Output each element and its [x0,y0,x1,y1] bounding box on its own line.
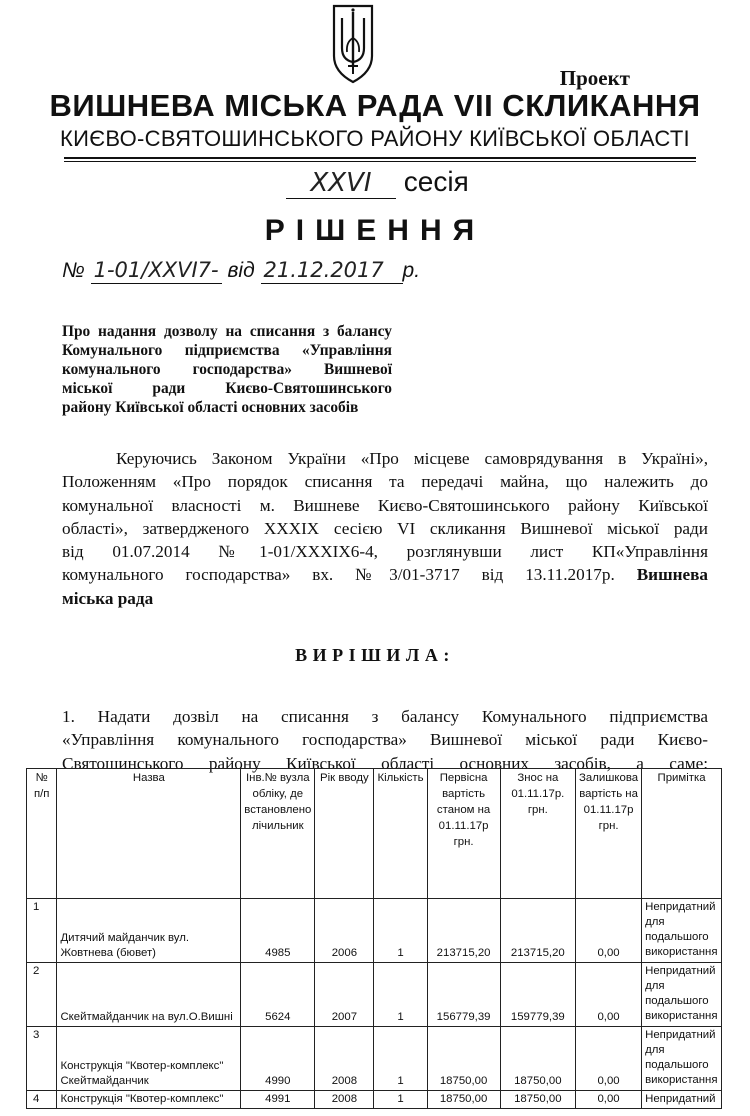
row-idx: 1 [27,899,57,963]
col-header-residual: Залишкова вартість на 01.11.17р грн. [576,769,642,899]
header-rule-thin [64,161,696,162]
row-name-line: Жовтнева (бювет) [60,947,156,959]
row-idx: 3 [27,1027,57,1091]
session-number-field [286,166,396,199]
preamble-line: від 01.07.2014 №1-01/XXXIX6-4, розглянувши лист КП«Управління [62,542,708,562]
col-header-name: Назва [57,769,241,899]
row-qty: 1 [374,899,427,963]
row-depr: 159779,39 [500,963,575,1027]
row-note: Непридатний [642,1091,722,1109]
row-residual: 0,00 [576,1091,642,1109]
preamble-line: області», затвердженого XXXIX сесією VI скликання Вишневої міської ради [62,518,708,538]
draft-label: Проект [559,66,630,90]
session-line [286,166,469,199]
preamble-line: Положенням «Про порядок списання та передачі майна, що належить до [62,472,708,492]
item-1-line: 1. Надати дозвіл на списання з балансу Комунального підприємства [62,707,708,726]
subject-line: міської ради Києво-Святошинського [62,380,392,397]
coat-of-arms-icon [330,2,376,84]
row-name-line: Конструкція "Квотер-комплекс" [60,1060,224,1072]
row-depr: 213715,20 [500,899,575,963]
row-note: Непридатний для подальшого використання [642,899,722,963]
number-prefix: № [62,259,85,282]
row-name-line: Скейтмайданчик [60,1075,149,1087]
decision-number-field [91,258,222,284]
item-1-paragraph [62,705,708,775]
row-note: Непридатний для подальшого використання [642,1027,722,1091]
col-header-inv: Інв.№ вузла обліку, де встановлено лічильник [241,769,315,899]
row-initial: 18750,00 [427,1027,500,1091]
subject-line: Про надання дозволу на списання з балансу [62,323,392,340]
subject-line: району Київської області основних засобів [62,399,359,416]
header-rule [64,157,696,159]
council-bold-tail-2: міська рада [62,588,154,608]
date-prefix: від [227,259,255,282]
row-idx: 4 [27,1091,57,1109]
table-row [27,1027,722,1091]
col-header-note: Примітка [642,769,722,899]
session-label: сесія [403,166,469,197]
row-inv: 4985 [241,899,315,963]
col-header-initial: Первісна вартість станом на 01.11.17р грн. [427,769,500,899]
row-residual: 0,00 [576,963,642,1027]
preamble-line [62,587,708,610]
col-header-year: Рік вводу [315,769,374,899]
preamble-paragraph [62,447,708,610]
item-1-line: «Управління комунального господарства» Вишневої міської ради Києво- [62,730,708,750]
resolved-heading: ВИРІШИЛА: [295,645,455,665]
decision-title: РІШЕННЯ [264,214,486,247]
decision-date-field [261,258,403,284]
row-initial: 156779,39 [427,963,500,1027]
row-qty: 1 [374,1027,427,1091]
row-name [57,963,241,1027]
row-residual: 0,00 [576,1027,642,1091]
row-initial: 18750,00 [427,1091,500,1109]
decision-subject [62,322,392,417]
subject-line: комунального господарства» Вишневої [62,361,392,378]
table-header-row [27,769,722,899]
row-year: 2006 [315,899,374,963]
row-qty: 1 [374,963,427,1027]
subject-line: Комунального підприємства «Управління [62,342,392,359]
row-name [57,1091,241,1109]
row-residual: 0,00 [576,899,642,963]
row-year: 2007 [315,963,374,1027]
assets-table [26,768,722,1109]
row-name-line: Дитячий майданчик вул. [60,932,190,944]
preamble-line: комунальної власності м. Вишневе Києво-Святошинського району Київської [62,495,708,515]
preamble-line [62,563,708,586]
row-name [57,899,241,963]
col-header-depr: Знос на 01.11.17р. грн. [500,769,575,899]
row-depr: 18750,00 [500,1027,575,1091]
table-row [27,963,722,1027]
row-qty: 1 [374,1091,427,1109]
session-number: XXVI [310,168,372,198]
table-row [27,1091,722,1109]
preamble-line: Керуючись Законом України «Про місцеве самоврядування в Україні», [116,449,708,468]
preamble-line-text: комунального господарства» вх. №3/01-3717 від 13.11.2017р. [62,565,615,585]
row-name-line: Конструкція "Квотер-комплекс" [60,1093,224,1105]
row-name-line: Скейтмайданчик на вул.О.Вишні [60,1011,233,1023]
col-header-qty: Кількість [374,769,427,899]
row-depr: 18750,00 [500,1091,575,1109]
row-initial: 213715,20 [427,899,500,963]
item-1-line: Святошинського району Київської області основних засобів, а саме: [62,753,708,773]
row-name [57,1027,241,1091]
decision-number: 1-01/XXVI7- [93,258,219,282]
decision-number-line [62,258,420,284]
col-header-idx: № п/п [27,769,57,899]
table-row [27,899,722,963]
decision-date: 21.12.2017 [263,258,384,282]
row-year: 2008 [315,1027,374,1091]
row-idx: 2 [27,963,57,1027]
council-bold-tail: Вишнева [636,565,708,585]
row-year: 2008 [315,1091,374,1109]
row-inv: 4990 [241,1027,315,1091]
date-suffix: р. [402,259,421,282]
row-note: Непридатний для подальшого використання [642,963,722,1027]
district-name: КИЄВО-СВЯТОШИНСЬКОГО РАЙОНУ КИЇВСЬКОЇ ОБЛАСТІ [60,126,690,151]
row-inv: 5624 [241,963,315,1027]
row-inv: 4991 [241,1091,315,1109]
council-name: ВИШНЕВА МІСЬКА РАДА VII СКЛИКАННЯ [49,88,701,123]
